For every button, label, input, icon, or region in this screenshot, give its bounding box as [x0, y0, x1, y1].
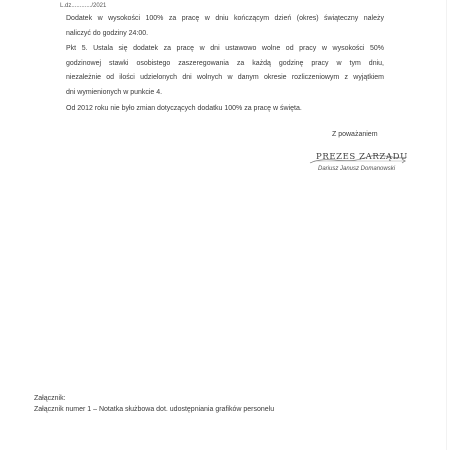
- text-line: godzinowej stawki osobistego zaszeregowania za każdą godzinę pracy w tym dniu,: [66, 59, 384, 67]
- closing-greeting: Z poważaniem: [332, 131, 378, 138]
- stamp-name: Dariusz Janusz Domanowski: [318, 166, 396, 172]
- text-line: Pkt 5. Ustala się dodatek za pracę w dni ustawowo wolne od pracy w wysokości 50%: [66, 45, 384, 52]
- paragraph-holiday-bonus: [66, 14, 384, 43]
- text-line: dni wymienionych w punkcie 4.: [66, 88, 163, 96]
- text-line: Od 2012 roku nie było zmian dotyczących dodatku 100% za pracę w święta.: [66, 105, 302, 112]
- reference-number-line: L.dz............/2021: [60, 3, 107, 9]
- text-line: niezależnie od ilości udzielonych dni wolnych w danym okresie rozliczeniowym z wyjątkiem: [66, 74, 384, 81]
- attachments-heading: Załącznik:: [34, 395, 66, 402]
- scan-edge: [446, 0, 447, 450]
- paragraph-no-changes: [66, 104, 384, 119]
- paragraph-point-5: [66, 44, 384, 102]
- signature-stamp: [306, 149, 410, 183]
- attachment-item: Załącznik numer 1 – Notatka służbowa dot. udostępniania grafików personelu: [34, 406, 275, 413]
- text-line: naliczyć do godziny 24:00.: [66, 29, 149, 37]
- text-line: Dodatek w wysokości 100% za pracę w dniu kończącym dzień (okres) świąteczny należy: [66, 15, 384, 22]
- stamp-title: PREZES ZARZĄDU: [316, 152, 408, 162]
